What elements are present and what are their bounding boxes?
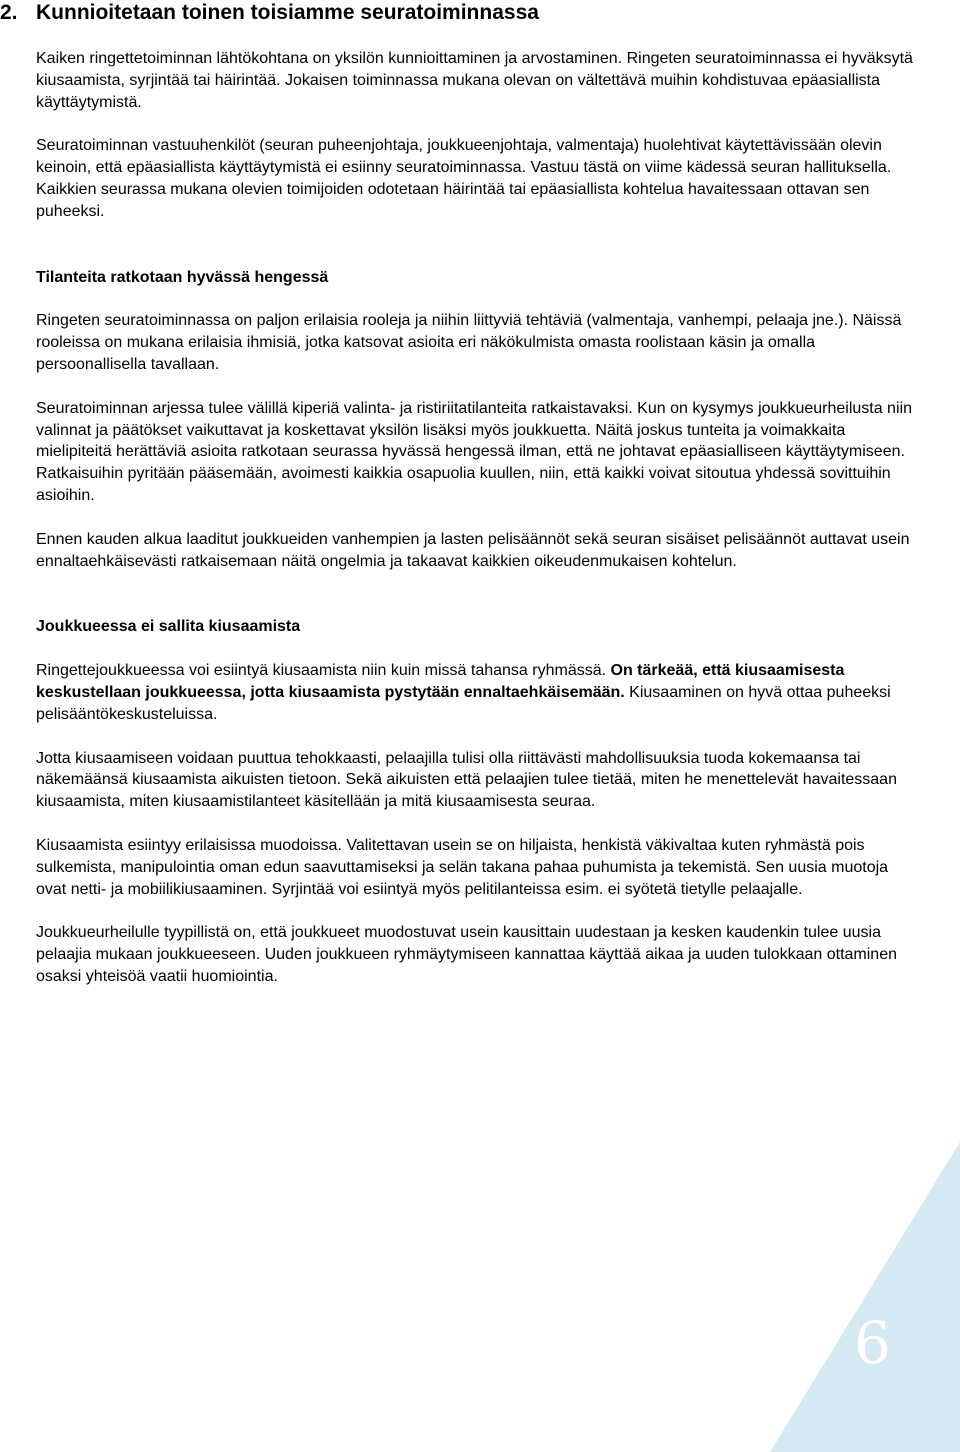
section-number: 2.	[0, 1, 18, 24]
corner-triangle	[770, 1142, 960, 1452]
emphasis-text: On tärkeää, että kiusaamisesta keskustellaan joukkueessa, jotta kiusaamista pystytään ennaltaehkäisemään.	[36, 662, 845, 701]
paragraph-with-emphasis	[36, 660, 916, 725]
paragraph: Seuratoiminnan vastuuhenkilöt (seuran puheenjohtaja, joukkueenjohtaja, valmentaja) huolehtivat käytettävissään olevin keinoin, että epäasiallista käyttäytymistä ei esiinny seuratoiminnassa. Vastuu tästä on viime kädessä seuran hallituksella. Kaikkien seurassa mukana olevien toimijoiden odotetaan häirintää tai epäasiallista kohtelua havaitessaan ottavan sen puheeksi.	[36, 137, 892, 220]
paragraph: Ringeten seuratoiminnassa on paljon erilaisia rooleja ja niihin liittyviä tehtäviä (valmentaja, vanhempi, pelaaja jne.). Näissä rooleissa on mukana erilaisia ihmisiä, jotka katsovat asioita eri näkökulmista omasta roolistaan käsin ja omalla persoonallisella tavallaan.	[36, 312, 902, 373]
document-body	[36, 48, 916, 1010]
paragraph: Kiusaamista esiintyy erilaisissa muodoissa. Valitettavan usein se on hiljaista, henkistä väkivaltaa kuten ryhmästä pois sulkemista, manipulointia oman edun saavuttamiseksi ja selän takana pahaa puhumista ja tekemistä. Sen uusia muotoja ovat netti- ja mobiilikiusaaminen. Syrjintää voi esiintyä myös pelitilanteissa esim. ei syötetä tietylle pelaajalle.	[36, 836, 889, 898]
page-number: 6	[854, 1309, 891, 1377]
section-title: Kunnioitetaan toinen toisiamme seuratoiminnassa	[36, 1, 539, 24]
subheading-tilanteita: Tilanteita ratkotaan hyvässä hengessä	[36, 268, 329, 286]
paragraph: Seuratoiminnan arjessa tulee välillä kiperiä valinta- ja ristiriitatilanteita ratkaistavaksi. Kun on kysymys joukkueurheilusta niin valinnat ja päätökset vaikuttavat ja koskettavat yksilön lisäksi myös joukkuetta. Näitä joskus tunteita ja voimakkaita mielipiteitä herättäviä asioita ratkotaan seurassa hyvässä hengessä ilman, että ne johtavat epäasialliseen käyttäytymiseen. Ratkaisuihin pyritään pääsemään, avoimesti kaikkia osapuolia kuullen, niin, että kaikki voivat sitoutua yhdessä sovittuihin asioihin.	[36, 399, 912, 504]
text-run: Ringettejoukkueessa voi esiintyä kiusaamista niin kuin missä tahansa ryhmässä.	[36, 662, 611, 680]
paragraph: Kaiken ringettetoiminnan lähtökohtana on yksilön kunnioittaminen ja arvostaminen. Ringeten seuratoiminnassa ei hyväksytä kiusaamista, syrjintää tai häirintää. Jokaisen toiminnassa mukana olevan on vältettävä muihin kohdistuvaa epäasiallista käyttäytymistä.	[36, 50, 913, 111]
text-run: Kiusaaminen on hyvä ottaa puheeksi pelisääntökeskusteluissa.	[36, 683, 891, 723]
section-heading	[0, 0, 539, 26]
paragraph: Joukkueurheilulle tyypillistä on, että joukkueet muodostuvat usein kausittain uudestaan ja kesken kaudenkin tulee uusia pelaajia mukaan joukkueeseen. Uuden joukkueen ryhmäytymiseen kannattaa käyttää aikaa ja uuden tulokkaan ottaminen osaksi yhteisöä vaatii huomiointia.	[36, 924, 897, 985]
paragraph: Jotta kiusaamiseen voidaan puuttua tehokkaasti, pelaajilla tulisi olla riittävästi mahdollisuuksia tuoda kokemaansa tai näkemäänsä kiusaamista aikuisten tietoon. Sekä aikuisten että pelaajien tulee tietää, miten he menettelevät havaitessaan kiusaamista, miten kiusaamistilanteet käsitellään ja mitä kiusaamisesta seuraa.	[36, 749, 897, 811]
subheading-kiusaaminen: Joukkueessa ei sallita kiusaamista	[36, 618, 301, 636]
paragraph: Ennen kauden alkua laaditut joukkueiden vanhempien ja lasten pelisäännöt sekä seuran sisäiset pelisäännöt auttavat usein ennaltaehkäisevästi ratkaisemaan näitä ongelmia ja takaavat kaikkien oikeudenmukaisen kohtelun.	[36, 530, 910, 570]
corner-decoration	[770, 1142, 960, 1452]
